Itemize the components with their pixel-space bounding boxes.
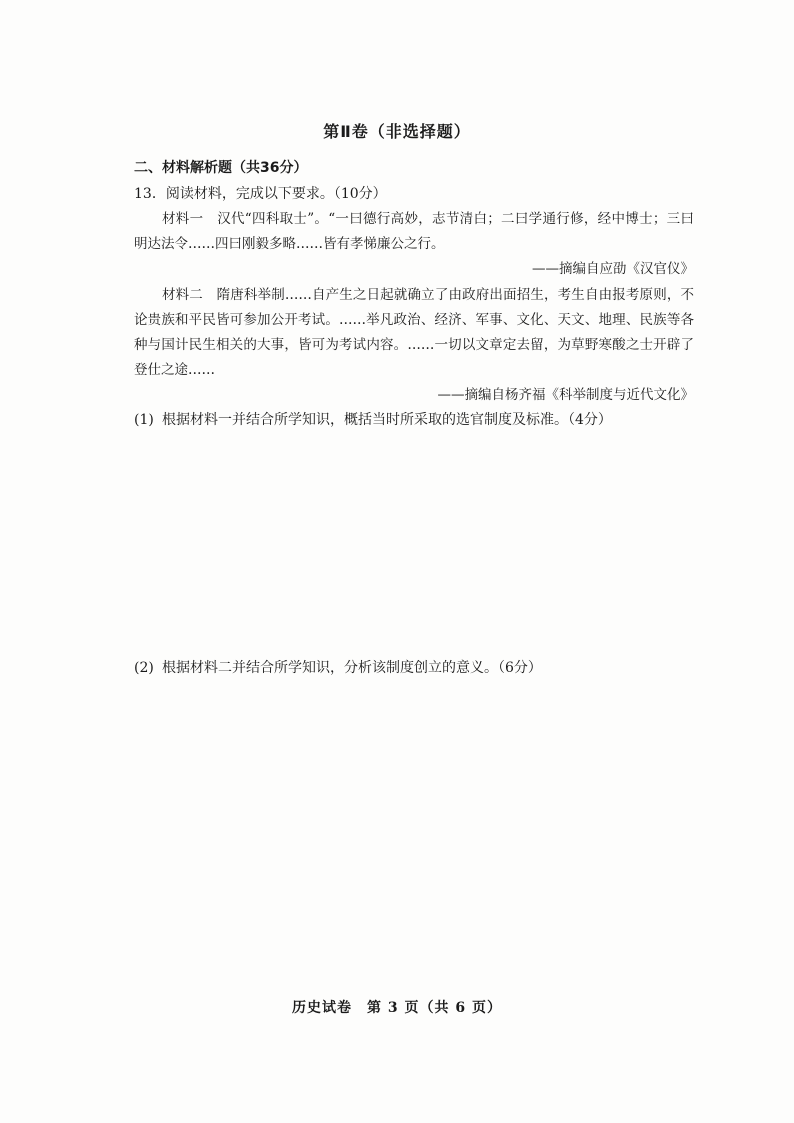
answer-area-1[interactable] <box>134 435 694 645</box>
sub-question-1-number: (1) <box>134 412 154 428</box>
material-two-text: 材料二 隋唐科举制……自产生之日起就确立了由政府出面招生，考生自由报考原则，不论贵族和平民皆可参加公开考试。……举凡政治、经济、军事、文化、天文、地理、民族等各种与国计民生相关的大事，皆可为考试内容。……一切以文章定去留，为草野寒酸之士开辟了登仕之途…… <box>134 287 694 378</box>
sub-question-1-text: 根据材料一并结合所学知识，概括当时所采取的选官制度及标准。（4分） <box>162 412 612 428</box>
material-two-source: ——摘编自杨齐福《科举制度与近代文化》 <box>437 387 694 403</box>
sub-question-1 <box>134 409 612 429</box>
page-footer: 历史试卷 第 3 页（共 6 页） <box>292 1000 502 1016</box>
answer-area-2[interactable] <box>134 683 694 983</box>
sub-question-2-number: (2) <box>134 660 154 676</box>
section-heading: 二、材料解析题（共36分） <box>134 160 308 176</box>
page-title: 第Ⅱ卷（非选择题） <box>323 122 471 141</box>
material-one-source: ——摘编自应劭《汉官仪》 <box>532 261 694 277</box>
material-one-text: 材料一 汉代“四科取士”。“一曰德行高妙，志节清白；二曰学通行修，经中博士；三曰明达法令……四曰刚毅多略……皆有孝悌廉公之行。 <box>134 211 694 252</box>
sub-question-2 <box>134 657 542 677</box>
sub-question-2-text: 根据材料二并结合所学知识，分析该制度创立的意义。（6分） <box>162 660 542 676</box>
question-stem: 13．阅读材料，完成以下要求。（10分） <box>134 186 387 202</box>
